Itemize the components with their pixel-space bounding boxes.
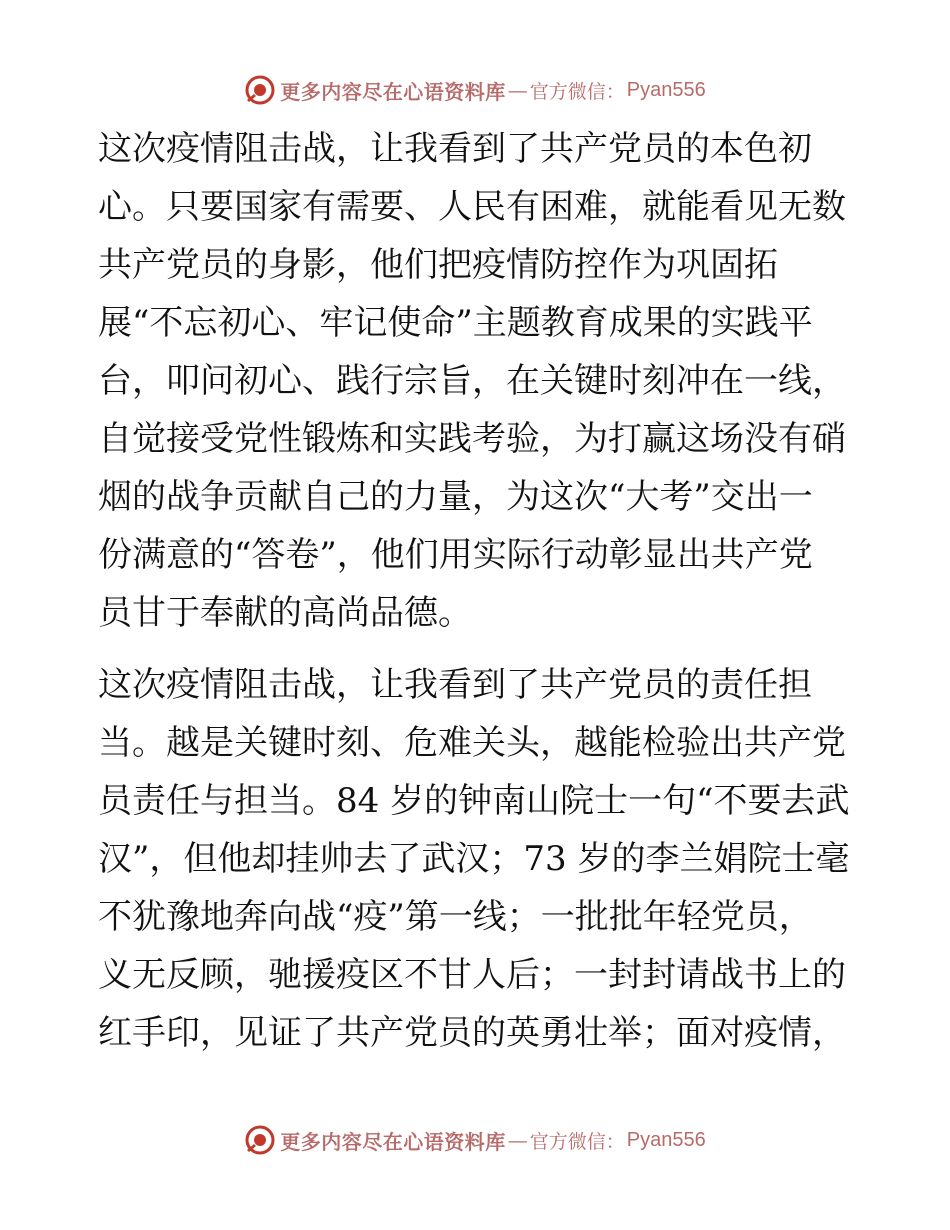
text-line: 烟的战争贡献自己的力量，为这次“大考”交出一 [98, 477, 813, 517]
text-line: 这次疫情阻击战，让我看到了共产党员的责任担 [98, 665, 812, 705]
text-line: 员甘于奉献的高尚品德。 [98, 593, 472, 633]
text-line: 心。只要国家有需要、人民有困难，就能看见无数 [98, 187, 846, 227]
text-line: 义无反顾，驰援疫区不甘人后；一封封请战书上的 [98, 955, 846, 995]
watermark-wechat-id: Pyan556 [626, 1128, 706, 1151]
watermark-separator: — [507, 78, 528, 102]
text-line: 这次疫情阻击战，让我看到了共产党员的本色初 [98, 129, 812, 169]
footer-watermark [0, 1123, 950, 1157]
watermark-separator: — [507, 1128, 528, 1152]
paragraph-1 [98, 120, 858, 642]
text-line: 汉”，但他却挂帅去了武汉；73 岁的李兰娟院士毫 [98, 839, 850, 879]
watermark-brand: 更多内容尽在心语资料库 [280, 79, 506, 104]
watermark-official-label: 官方微信： [529, 80, 625, 103]
text-line: 共产党员的身影，他们把疫情防控作为巩固拓 [98, 245, 778, 285]
brand-logo-icon [244, 1124, 276, 1156]
header-watermark [0, 73, 950, 107]
text-line: 红手印，见证了共产党员的英勇壮举；面对疫情， [98, 1013, 846, 1053]
text-line: 不犹豫地奔向战“疫”第一线；一批批年轻党员， [98, 897, 813, 937]
brand-logo-icon [244, 74, 276, 106]
watermark-wechat-id: Pyan556 [626, 78, 706, 101]
text-line: 台，叩问初心、践行宗旨，在关键时刻冲在一线， [98, 361, 846, 401]
watermark-brand: 更多内容尽在心语资料库 [280, 1129, 506, 1154]
document-body [98, 120, 858, 1062]
watermark-official-label: 官方微信： [529, 1130, 625, 1153]
text-line: 份满意的“答卷”，他们用实际行动彰显出共产党 [98, 535, 813, 575]
paragraph-2 [98, 656, 858, 1062]
text-line: 自觉接受党性锻炼和实践考验，为打赢这场没有硝 [98, 419, 846, 459]
text-line: 展“不忘初心、牢记使命”主题教育成果的实践平 [98, 303, 813, 343]
text-line: 员责任与担当。84 岁的钟南山院士一句“不要去武 [98, 781, 850, 821]
text-line: 当。越是关键时刻、危难关头，越能检验出共产党 [98, 723, 846, 763]
